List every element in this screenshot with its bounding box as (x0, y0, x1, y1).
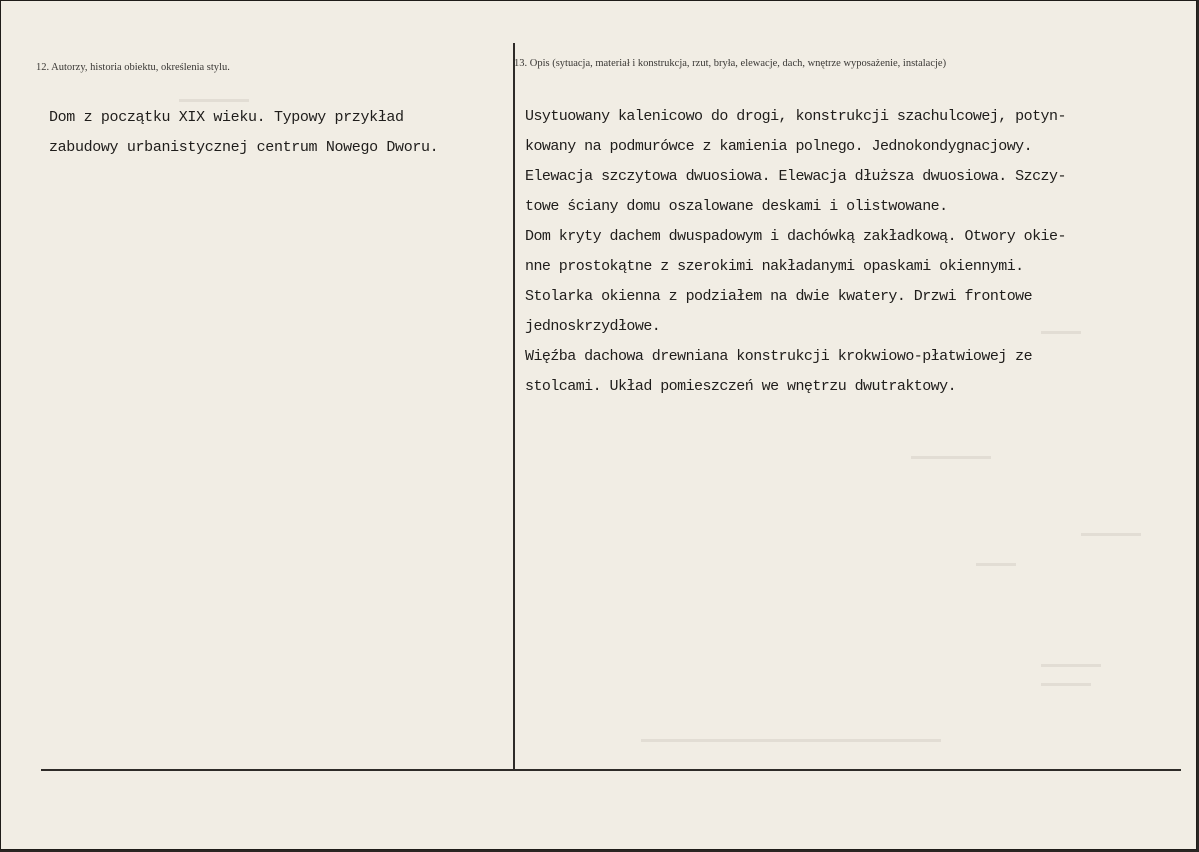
section-13-heading: 13. Opis (sytuacja, materiał i konstrukcja, rzut, bryła, elewacje, dach, wnętrze wyposażenie, instalacje) (514, 58, 947, 69)
text-line: jednoskrzydłowe. (525, 318, 661, 335)
show-through-mark (976, 563, 1016, 566)
bottom-rule (41, 769, 1181, 771)
text-line: Usytuowany kalenicowo do drogi, konstrukcji szachulcowej, potyn- (525, 108, 1066, 125)
show-through-mark (179, 99, 249, 102)
section-12-heading: 12. Autorzy, historia obiektu, określenia stylu. (36, 62, 230, 73)
show-through-mark (1081, 533, 1141, 536)
show-through-mark (1041, 683, 1091, 686)
section-13-text (525, 102, 1066, 402)
text-line: Dom z początku XIX wieku. Typowy przykład (49, 109, 404, 126)
show-through-mark (1041, 664, 1101, 667)
show-through-mark (911, 456, 991, 459)
show-through-mark (641, 739, 941, 742)
text-line: stolcami. Układ pomieszczeń we wnętrzu dwutraktowy. (525, 378, 957, 395)
text-line: Więźba dachowa drewniana konstrukcji krokwiowo-płatwiowej ze (525, 348, 1033, 365)
text-line: nne prostokątne z szerokimi nakładanymi opaskami okiennymi. (525, 258, 1024, 275)
text-line: zabudowy urbanistycznej centrum Nowego Dworu. (49, 139, 439, 156)
column-divider (513, 43, 515, 769)
section-12-text (49, 103, 438, 163)
text-line: kowany na podmurówce z kamienia polnego. Jednokondygnacjowy. (525, 138, 1033, 155)
text-line: Stolarka okienna z podziałem na dwie kwatery. Drzwi frontowe (525, 288, 1033, 305)
show-through-mark (1041, 331, 1081, 334)
text-line: Dom kryty dachem dwuspadowym i dachówką zakładkową. Otwory okie- (525, 228, 1066, 245)
text-line: Elewacja szczytowa dwuosiowa. Elewacja dłuższa dwuosiowa. Szczy- (525, 168, 1066, 185)
text-line: towe ściany domu oszalowane deskami i olistwowane. (525, 198, 948, 215)
